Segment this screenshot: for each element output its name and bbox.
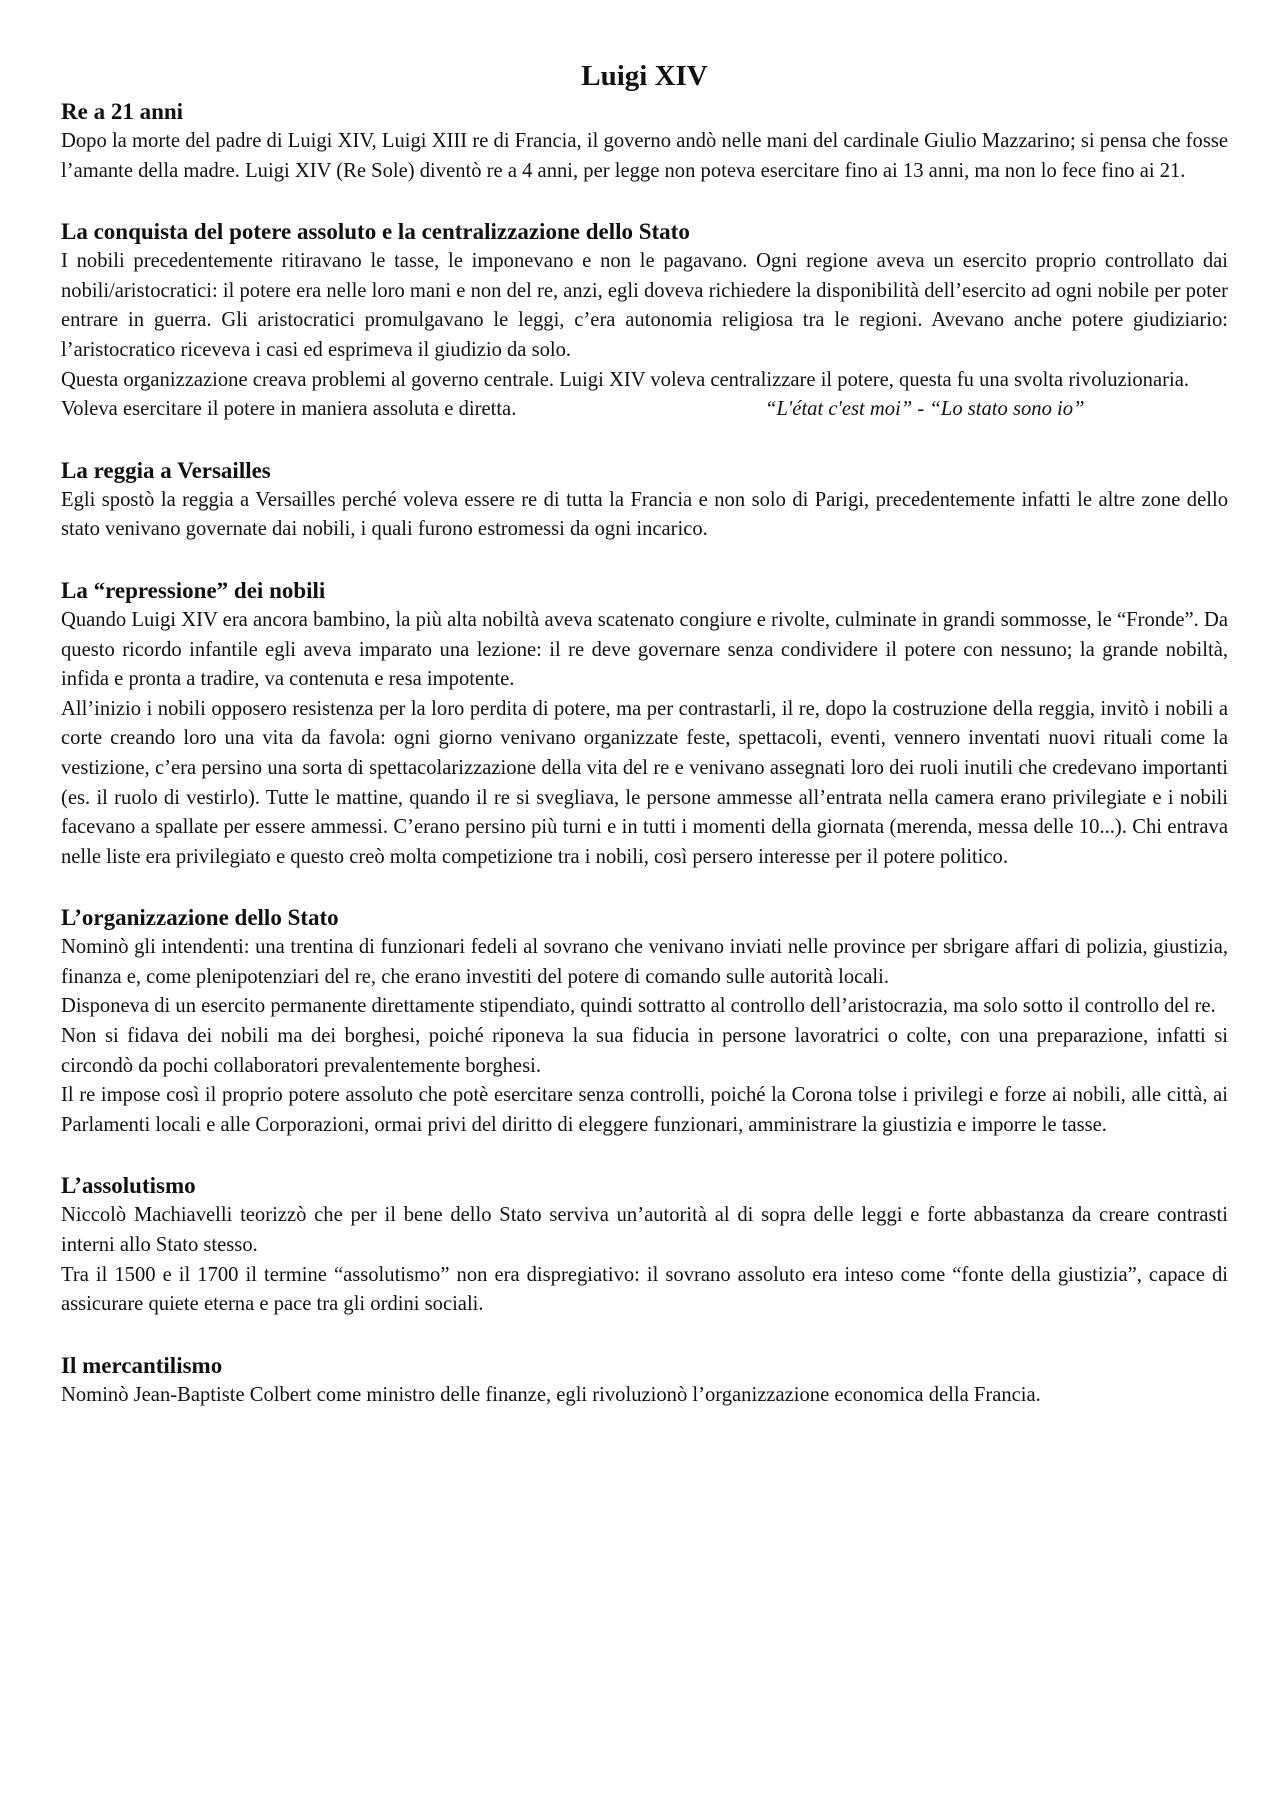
section-heading: La reggia a Versailles — [61, 457, 271, 483]
paragraph: Dopo la morte del padre di Luigi XIV, Luigi XIII re di Francia, il governo andò nelle mani del cardinale Giulio Mazzarino; si pensa che fosse l’amante della madre. Luigi XIV (Re Sole) diventò re a 4 anni, per legge non poteva esercitare fino ai 13 anni, ma non lo fece fino ai 21. — [61, 130, 1228, 182]
section-heading: L’organizzazione dello Stato — [61, 905, 339, 931]
section-heading: La “repressione” dei nobili — [61, 577, 326, 603]
section-repressione-nobili — [61, 575, 1228, 872]
paragraph: Nominò gli intendenti: una trentina di funzionari fedeli al sovrano che venivano inviati nelle province per sbrigare affari di polizia, giustizia, finanza e, come plenipotenziari del re, che erano investiti del potere di comando sulle autorità locali. — [61, 936, 1228, 988]
section-heading: Re a 21 anni — [61, 99, 184, 124]
paragraph: I nobili precedentemente ritiravano le tasse, le imponevano e non le pagavano. Ogni regione aveva un esercito proprio controllato dai nobili/aristocratici: il potere era nelle loro mani e non del re, anzi, egli doveva richiedere la disponibilità dell’esercito ad ogni nobile per poter entrare in guerra. Gli aristocratici promulgavano le leggi, c’era autonomia religiosa tra le regioni. Avevano anche potere giudiziario: l’aristocratico riceveva i casi ed esprimeva il giudizio da solo. — [61, 250, 1228, 361]
paragraph: Non si fidava dei nobili ma dei borghesi, poiché riponeva la sua fiducia in persone lavoratrici o colte, con una preparazione, infatti si circondò da pochi collaboratori prevalentemente borghesi. — [61, 1025, 1228, 1077]
quote-text: “L'état c'est moi” - “Lo stato sono io” — [765, 398, 1085, 421]
document-page — [61, 58, 1228, 1440]
section-assolutismo — [61, 1170, 1228, 1319]
section-organizzazione-stato — [61, 902, 1228, 1140]
paragraph: Disponeva di un esercito permanente direttamente stipendiato, quindi sottratto al controllo dell’aristocrazia, ma solo sotto il controllo del re. — [61, 995, 1216, 1018]
section-re-a-21-anni — [61, 96, 1228, 186]
paragraph: Tra il 1500 e il 1700 il termine “assolutismo” non era dispregiativo: il sovrano assoluto era inteso come “fonte della giustizia”, capace di assicurare quiete eterna e pace tra gli ordini sociali. — [61, 1263, 1228, 1316]
paragraph: All’inizio i nobili opposero resistenza per la loro perdita di potere, ma per contrastarli, il re, dopo la costruzione della reggia, invitò i nobili a corte creando loro una vita da favola: ogni giorno venivano organizzate feste, spettacoli, eventi, vennero inventati nuovi rituali come la vestizione, c’era persino una sorta di spettacolarizzazione della vita del re e venivano assegnati loro dei ruoli inutili che credevano importanti (es. il ruolo di vestirlo). Tutte le mattine, quando il re si svegliava, le persone ammesse all’entrata nella camera erano privilegiate e i nobili facevano a spallate per essere ammessi. C’erano persino più turni e in tutti i momenti della giornata (merenda, messa delle 10...). Chi entrava nelle liste era privilegiato e questo creò molta competizione tra i nobili, così persero interesse per il potere politico. — [61, 697, 1228, 868]
section-reggia-versailles — [61, 455, 1228, 545]
paragraph: Questa organizzazione creava problemi al governo centrale. Luigi XIV voleva centralizzare il potere, questa fu una svolta rivoluzionaria. — [61, 368, 1189, 391]
section-potere-assoluto — [61, 216, 1228, 425]
document-title: Luigi XIV — [581, 60, 708, 92]
section-heading: Il mercantilismo — [61, 1352, 223, 1378]
section-heading: La conquista del potere assoluto e la centralizzazione dello Stato — [61, 219, 690, 245]
paragraph: Nominò Jean-Baptiste Colbert come ministro delle finanze, egli rivoluzionò l’organizzazione economica della Francia. — [61, 1383, 1041, 1406]
section-mercantilismo — [61, 1350, 1228, 1411]
paragraph: Quando Luigi XIV era ancora bambino, la più alta nobiltà aveva scatenato congiure e rivolte, culminate in grandi sommosse, le “Fronde”. Da questo ricordo infantile egli aveva imparato una lezione: il re deve governare senza condividere il potere con nessuno; la grande nobiltà, infida e pronta a tradire, va contenuta e resa impotente. — [61, 608, 1228, 691]
quote-line-text: Voleva esercitare il potere in maniera assoluta e diretta. — [61, 398, 517, 421]
paragraph: Egli spostò la reggia a Versailles perché voleva essere re di tutta la Francia e non solo di Parigi, precedentemente infatti le altre zone dello stato venivano governate dai nobili, i quali furono estromessi da ogni incarico. — [61, 488, 1228, 541]
section-heading: L’assolutismo — [61, 1173, 196, 1199]
paragraph: Niccolò Machiavelli teorizzò che per il bene dello Stato serviva un’autorità al di sopra delle leggi e forte abbastanza da creare contrasti interni allo Stato stesso. — [61, 1204, 1228, 1257]
quote-line — [61, 395, 1228, 425]
paragraph: Il re impose così il proprio potere assoluto che potè esercitare senza controlli, poiché la Corona tolse i privilegi e forze ai nobili, alle città, ai Parlamenti locali e alle Corporazioni, ormai privi del diritto di eleggere funzionari, amministrare la giustizia e imporre le tasse. — [61, 1084, 1228, 1136]
